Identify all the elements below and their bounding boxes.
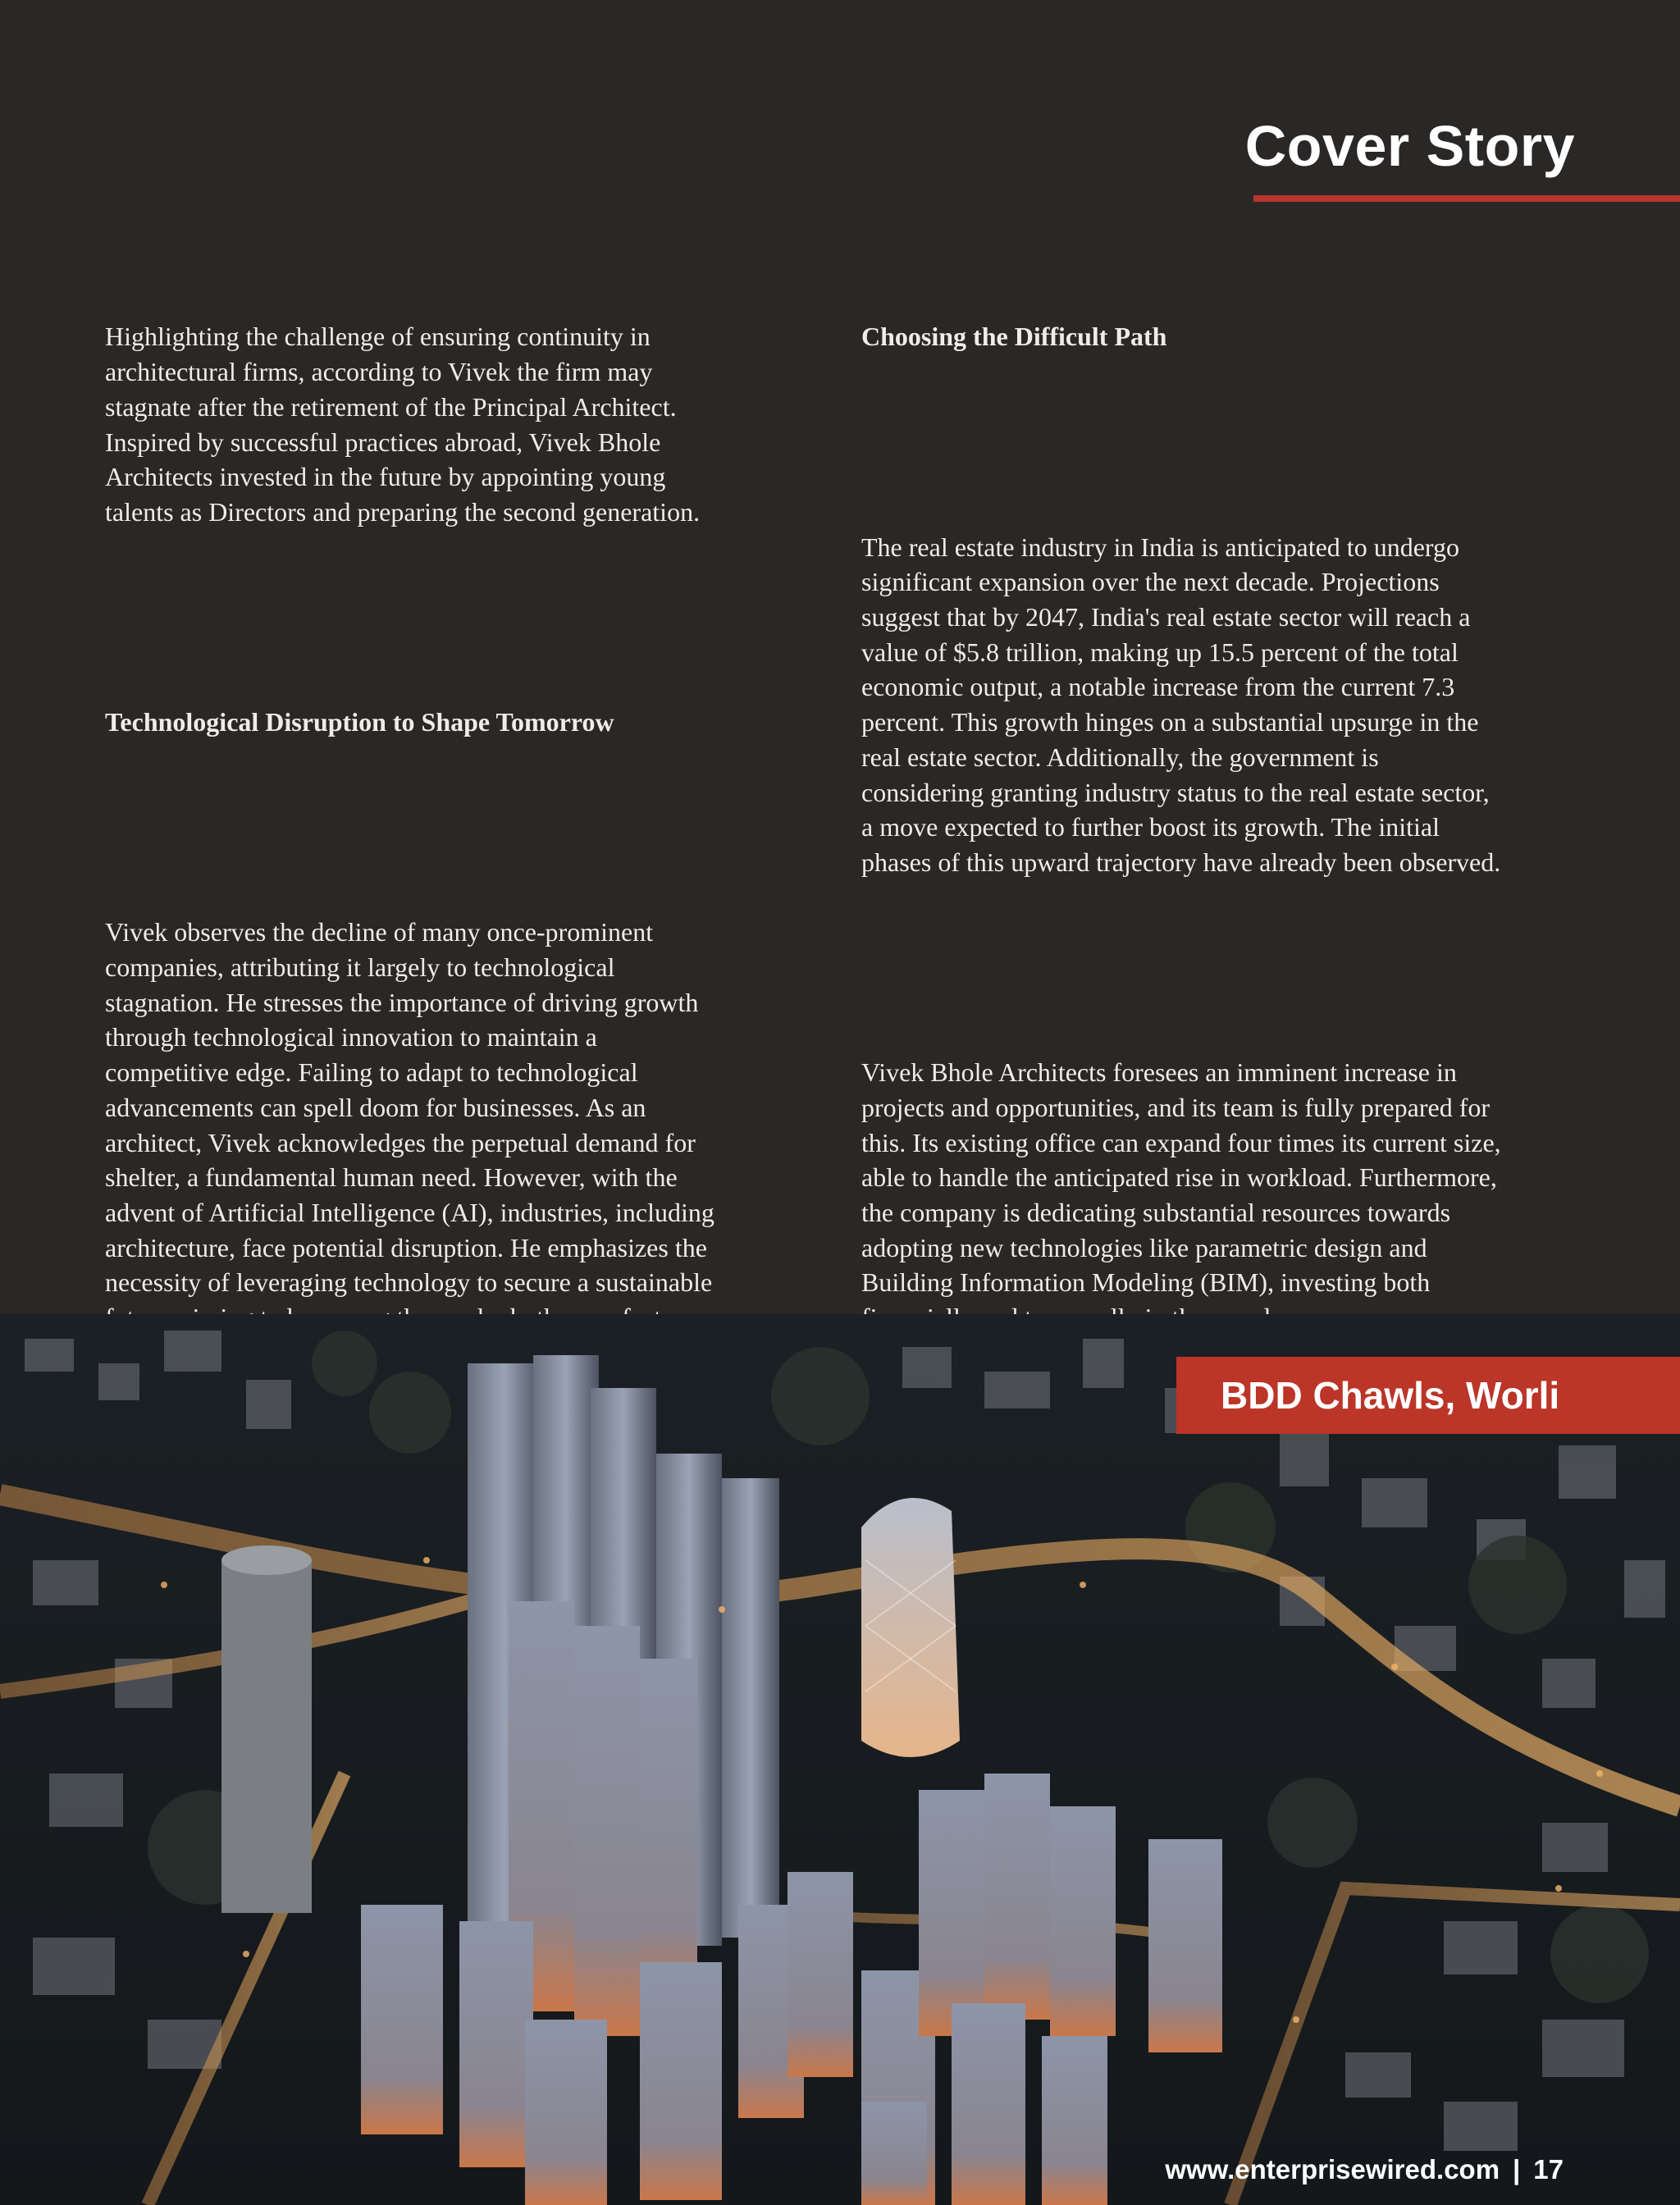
section-title: Cover Story	[1244, 114, 1575, 178]
page-footer	[1165, 2154, 1564, 2185]
photo-caption-label: BDD Chawls, Worli	[1176, 1357, 1680, 1434]
left-paragraph-2: Vivek observes the decline of many once-prominent companies, attributing it largely to technological stagnation. He stresses the importance of driving growth through technological innovation to maintain a competitive edge. Failing to adapt to technological advancements can spell doom for businesses. As an architect, Vivek acknowledges the perpetual demand for shelter, a fundamental human need. However, with the advent of Artificial Intelligence (AI), industries, including architecture, face potential disruption. He emphasizes the necessity of leveraging technology to secure a sustainable	[105, 917, 714, 1298]
left-subheading: Technological Disruption to Shape Tomorrow	[105, 707, 614, 737]
footer-website-link[interactable]: www.enterprisewired.com	[1165, 2154, 1500, 2184]
right-paragraph-1: The real estate industry in India is anticipated to undergo significant expansion over the next decade. Projections suggest that by 2047, India's real estate sector will reach a value of $5.8 trillion, making up 15.5 percent of the total economic output, a notable increase from the current 7.3 percent. This growth hinges on a substantial upsurge in the real estate sector. Additionally, the government is considering granting industry status to the real estate sector, a move expected to further boost its growth. The initial phases of this upward trajectory have already been observed.	[861, 532, 1501, 877]
right-subheading: Choosing the Difficult Path	[861, 322, 1167, 352]
aerial-city-rendering-image	[0, 1314, 1680, 2205]
left-paragraph-1: Highlighting the challenge of ensuring continuity in architectural firms, according to Vivek the firm may stagnate after the retirement of the Principal Architect. Inspired by successful practices abroad, Vivek Bhole Architects invested in the future by appointing young talents as Directors and preparing the second generation.	[105, 322, 701, 527]
footer-separator: |	[1513, 2154, 1521, 2184]
right-paragraph-2: Vivek Bhole Architects foresees an imminent increase in projects and opportunities, and its team is fully prepared for this. Its existing office can expand four times its current size, able to handle the anticipated rise in workload. Furthermore, the company is dedicating substantial resources towards adopting new technologies like parametric design and Building Information Modeling (BIM), investing both	[861, 1057, 1501, 1298]
page-number: 17	[1533, 2154, 1564, 2184]
section-title-underline	[1253, 195, 1680, 202]
